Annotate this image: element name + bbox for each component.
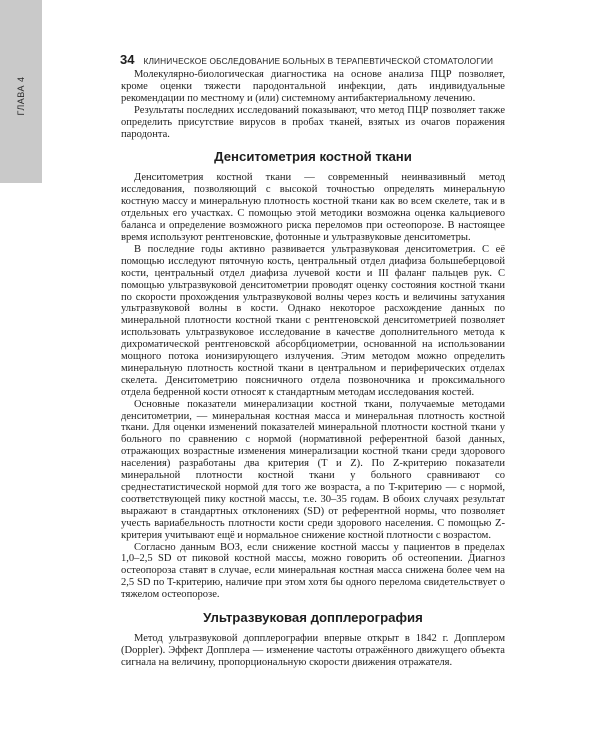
doppler-paragraph-1: Метод ультразвуковой допплерографии впервые открыт в 1842 г. Допплером (Doppler). Эффект Допплера — изменение частоты отражённого движущего объекта сигнала на величину, пропорциональную скорости движения отражателя. <box>121 633 505 668</box>
section-heading-doppler: Ультразвуковая допплерография <box>203 610 423 626</box>
page-header <box>120 52 510 66</box>
densitometry-paragraph-1: Денситометрия костной ткани — современный неинвазивный метод исследования, позволяющий с высокой точностью определять минеральную костную массу и минеральную плотность костной ткани как во всем скелете, так и в отдельных его участках. С помощью этой методики возможна оценка кальциевого баланса и определение возможного риска переломов при остеопорозе. В настоящее время используют рентгеновские, фотонные и ультразвуковые денситометры. <box>121 172 505 243</box>
densitometry-paragraph-2: В последние годы активно развивается ультразвуковая денситометрия. С её помощью исследуют пяточную кость, центральный отдел диафиза большеберцовой кости, центральный отдел диафиза лучевой кости и III фаланг пальцев рук. С помощью ультразвуковой денситометрии проводят оценку состояния костной ткани по скорости прохождения ультразвуковой волны через кость и величины затухания ультразвуковой волны в кости. Однако некоторое расхождение данных по минеральной плотности костной ткани с рентгеновской денситометрией позволяет использовать ультразвуковое исследование в качестве дополнительного метода к дихроматической рентгеновской абсорбциометрии, основанной на использовании мощного потока ионизирующего излучения. Этим методом можно определить минеральную плотность костной ткани в центральном и периферических отделах скелета. Денситометрию поясничного отдела позвоночника и проксимального отдела бедренной кости относят к стандартным методам исследования костей. <box>121 243 505 398</box>
page-body <box>121 69 505 669</box>
page-number: 34 <box>120 52 135 67</box>
intro-paragraph-2: Результаты последних исследований показывают, что метод ПЦР позволяет также определить присутствие вирусов в пробах тканей, взятых из очагов поражения пародонта. <box>121 104 505 140</box>
chapter-label: ГЛАВА 4 <box>16 76 26 116</box>
densitometry-paragraph-3: Основные показатели минерализации костной ткани, получаемые методами денситометрии, — минеральная костная масса и минеральная плотность костной ткани. Для оценки изменений показателей минеральной плотности костной ткани у больного по сравнению с нормой (нормативной референтной базой данных, отражающих возрастные изменения минерализации костной ткани среди здорового населения) разработаны два критерия (T и Z). По Z-критерию показатели минеральной плотности костной ткани у больного сравнивают со среднестатистической нормой для того же возраста, а по T-критерию — с нормой, соответствующей пику костной массы, т.е. 30–35 годам. В обоих случаях результат выражают в стандартных отклонениях (SD) от референтной нормы, что позволяет учесть вариабельность плотности кости среди здорового населения. С помощью Z-критерия учитывают ещё и нормальное снижение костной плотности с возрастом. <box>121 398 505 541</box>
section-heading-densitometry: Денситометрия костной ткани <box>214 149 412 165</box>
chapter-side-tab <box>0 0 42 183</box>
running-title: КЛИНИЧЕСКОЕ ОБСЛЕДОВАНИЕ БОЛЬНЫХ В ТЕРАПЕВТИЧЕСКОЙ СТОМАТОЛОГИИ <box>143 56 494 66</box>
intro-paragraph-1: Молекулярно-биологическая диагностика на основе анализа ПЦР позволяет, кроме оценки тяжести пародонтальной инфекции, дать индивидуальные рекомендации по местному и (или) системному антибактериальному лечению. <box>121 69 505 104</box>
densitometry-paragraph-4: Согласно данным ВОЗ, если снижение костной массы у пациентов в пределах 1,0–2,5 SD от пиковой костной массы, можно говорить об остеопении. Диагноз остеопороза ставят в случае, если минеральная костная масса снижена более чем на 2,5 SD по T-критерию, наличие при этом хотя бы одного перелома свидетельствует о тяжелом остеопорозе. <box>121 541 505 601</box>
